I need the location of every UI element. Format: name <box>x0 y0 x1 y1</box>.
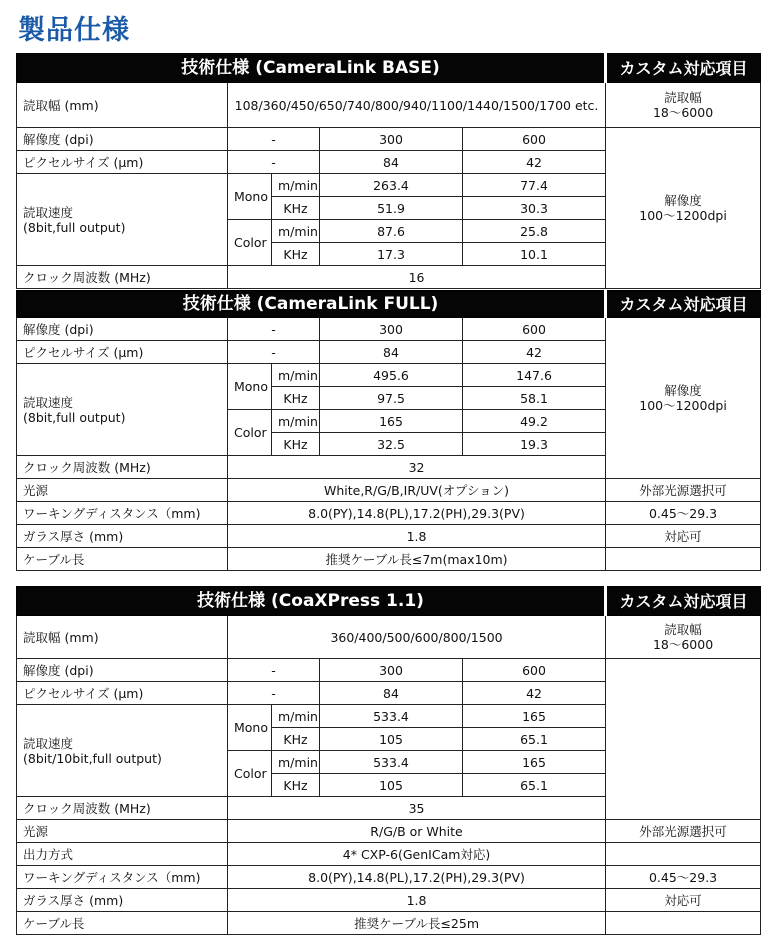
color-label: Color <box>228 220 272 266</box>
resolution-v3: 600 <box>463 318 606 341</box>
unit-mmin: m/min <box>272 410 320 433</box>
page-title: 製品仕様 <box>18 15 130 46</box>
mono-khz-1: 51.9 <box>320 197 463 220</box>
read-speed-label: 読取速度 (8bit,full output) <box>17 174 228 266</box>
clock-value: 32 <box>228 456 606 479</box>
read-width-custom: 読取幅 18～6000 <box>606 83 761 128</box>
color-mmin-1: 165 <box>320 410 463 433</box>
light-source-custom: 外部光源選択可 <box>606 820 761 843</box>
mono-mmin-1: 533.4 <box>320 705 463 728</box>
unit-khz: KHz <box>272 243 320 266</box>
color-khz-1: 32.5 <box>320 433 463 456</box>
pixel-size-v3: 42 <box>463 341 606 364</box>
pixel-size-label: ピクセルサイズ (μm) <box>17 682 228 705</box>
unit-mmin: m/min <box>272 220 320 243</box>
cable-length-value: 推奨ケーブル長≤25m <box>228 912 606 935</box>
spec-table-cameralink-full <box>16 290 761 571</box>
color-mmin-2: 49.2 <box>463 410 606 433</box>
working-distance-custom: 0.45～29.3 <box>606 502 761 525</box>
resolution-custom-empty <box>606 659 761 820</box>
table-header: 技術仕様 (CameraLink FULL) <box>17 291 606 318</box>
mono-label: Mono <box>228 174 272 220</box>
unit-khz: KHz <box>272 387 320 410</box>
output-method-value: 4* CXP-6(GenICam対応) <box>228 843 606 866</box>
read-speed-label: 読取速度 (8bit,full output) <box>17 364 228 456</box>
color-khz-2: 65.1 <box>463 774 606 797</box>
color-khz-2: 10.1 <box>463 243 606 266</box>
working-distance-value: 8.0(PY),14.8(PL),17.2(PH),29.3(PV) <box>228 502 606 525</box>
unit-mmin: m/min <box>272 751 320 774</box>
light-source-label: 光源 <box>17 820 228 843</box>
clock-label: クロック周波数 (MHz) <box>17 266 228 289</box>
read-width-label: 読取幅 (mm) <box>17 616 228 659</box>
clock-value: 35 <box>228 797 606 820</box>
custom-header: カスタム対応項目 <box>606 291 761 318</box>
pixel-size-v3: 42 <box>463 151 606 174</box>
resolution-v2: 300 <box>320 128 463 151</box>
spec-table-coaxpress <box>16 586 761 935</box>
mono-mmin-1: 263.4 <box>320 174 463 197</box>
unit-mmin: m/min <box>272 174 320 197</box>
output-method-label: 出力方式 <box>17 843 228 866</box>
read-width-label: 読取幅 (mm) <box>17 83 228 128</box>
mono-mmin-2: 147.6 <box>463 364 606 387</box>
cable-length-value: 推奨ケーブル長≤7m(max10m) <box>228 548 606 571</box>
pixel-size-v2: 84 <box>320 151 463 174</box>
resolution-custom: 解像度 100～1200dpi <box>606 128 761 289</box>
light-source-value: White,R/G/B,IR/UV(オプション) <box>228 479 606 502</box>
read-width-custom: 読取幅 18～6000 <box>606 616 761 659</box>
resolution-v1: - <box>228 128 320 151</box>
resolution-v1: - <box>228 318 320 341</box>
color-khz-1: 17.3 <box>320 243 463 266</box>
glass-thickness-value: 1.8 <box>228 525 606 548</box>
cable-length-custom <box>606 548 761 571</box>
glass-thickness-value: 1.8 <box>228 889 606 912</box>
glass-thickness-label: ガラス厚さ (mm) <box>17 889 228 912</box>
mono-label: Mono <box>228 705 272 751</box>
mono-khz-2: 30.3 <box>463 197 606 220</box>
resolution-label: 解像度 (dpi) <box>17 318 228 341</box>
pixel-size-label: ピクセルサイズ (μm) <box>17 151 228 174</box>
resolution-v3: 600 <box>463 128 606 151</box>
mono-khz-1: 105 <box>320 728 463 751</box>
read-width-value: 360/400/500/600/800/1500 <box>228 616 606 659</box>
glass-thickness-label: ガラス厚さ (mm) <box>17 525 228 548</box>
resolution-v1: - <box>228 659 320 682</box>
unit-mmin: m/min <box>272 364 320 387</box>
mono-khz-2: 58.1 <box>463 387 606 410</box>
working-distance-value: 8.0(PY),14.8(PL),17.2(PH),29.3(PV) <box>228 866 606 889</box>
table-header: 技術仕様 (CameraLink BASE) <box>17 54 606 83</box>
custom-header: カスタム対応項目 <box>606 54 761 83</box>
color-mmin-2: 25.8 <box>463 220 606 243</box>
pixel-size-v1: - <box>228 682 320 705</box>
color-mmin-2: 165 <box>463 751 606 774</box>
light-source-label: 光源 <box>17 479 228 502</box>
light-source-custom: 外部光源選択可 <box>606 479 761 502</box>
cable-length-label: ケーブル長 <box>17 548 228 571</box>
resolution-v2: 300 <box>320 318 463 341</box>
light-source-value: R/G/B or White <box>228 820 606 843</box>
color-khz-2: 19.3 <box>463 433 606 456</box>
custom-header: カスタム対応項目 <box>606 587 761 616</box>
clock-label: クロック周波数 (MHz) <box>17 797 228 820</box>
resolution-label: 解像度 (dpi) <box>17 659 228 682</box>
working-distance-label: ワーキングディスタンス（mm) <box>17 502 228 525</box>
mono-khz-2: 65.1 <box>463 728 606 751</box>
color-label: Color <box>228 751 272 797</box>
resolution-label: 解像度 (dpi) <box>17 128 228 151</box>
color-mmin-1: 533.4 <box>320 751 463 774</box>
unit-khz: KHz <box>272 433 320 456</box>
resolution-v3: 600 <box>463 659 606 682</box>
clock-label: クロック周波数 (MHz) <box>17 456 228 479</box>
color-mmin-1: 87.6 <box>320 220 463 243</box>
mono-mmin-2: 77.4 <box>463 174 606 197</box>
read-width-value: 108/360/450/650/740/800/940/1100/1440/1500/1700 etc. <box>228 83 606 128</box>
output-method-custom <box>606 843 761 866</box>
table-header: 技術仕様 (CoaXPress 1.1) <box>17 587 606 616</box>
cable-length-label: ケーブル長 <box>17 912 228 935</box>
color-label: Color <box>228 410 272 456</box>
unit-khz: KHz <box>272 774 320 797</box>
read-speed-label: 読取速度 (8bit/10bit,full output) <box>17 705 228 797</box>
mono-khz-1: 97.5 <box>320 387 463 410</box>
unit-khz: KHz <box>272 197 320 220</box>
unit-mmin: m/min <box>272 705 320 728</box>
cable-length-custom <box>606 912 761 935</box>
mono-mmin-1: 495.6 <box>320 364 463 387</box>
resolution-custom: 解像度 100～1200dpi <box>606 318 761 479</box>
pixel-size-v1: - <box>228 341 320 364</box>
pixel-size-v3: 42 <box>463 682 606 705</box>
pixel-size-v2: 84 <box>320 341 463 364</box>
working-distance-label: ワーキングディスタンス（mm) <box>17 866 228 889</box>
pixel-size-v2: 84 <box>320 682 463 705</box>
clock-value: 16 <box>228 266 606 289</box>
pixel-size-label: ピクセルサイズ (μm) <box>17 341 228 364</box>
glass-thickness-custom: 対応可 <box>606 525 761 548</box>
working-distance-custom: 0.45～29.3 <box>606 866 761 889</box>
pixel-size-v1: - <box>228 151 320 174</box>
resolution-v2: 300 <box>320 659 463 682</box>
mono-label: Mono <box>228 364 272 410</box>
glass-thickness-custom: 対応可 <box>606 889 761 912</box>
color-khz-1: 105 <box>320 774 463 797</box>
mono-mmin-2: 165 <box>463 705 606 728</box>
unit-khz: KHz <box>272 728 320 751</box>
spec-table-cameralink-base-final <box>16 53 761 289</box>
